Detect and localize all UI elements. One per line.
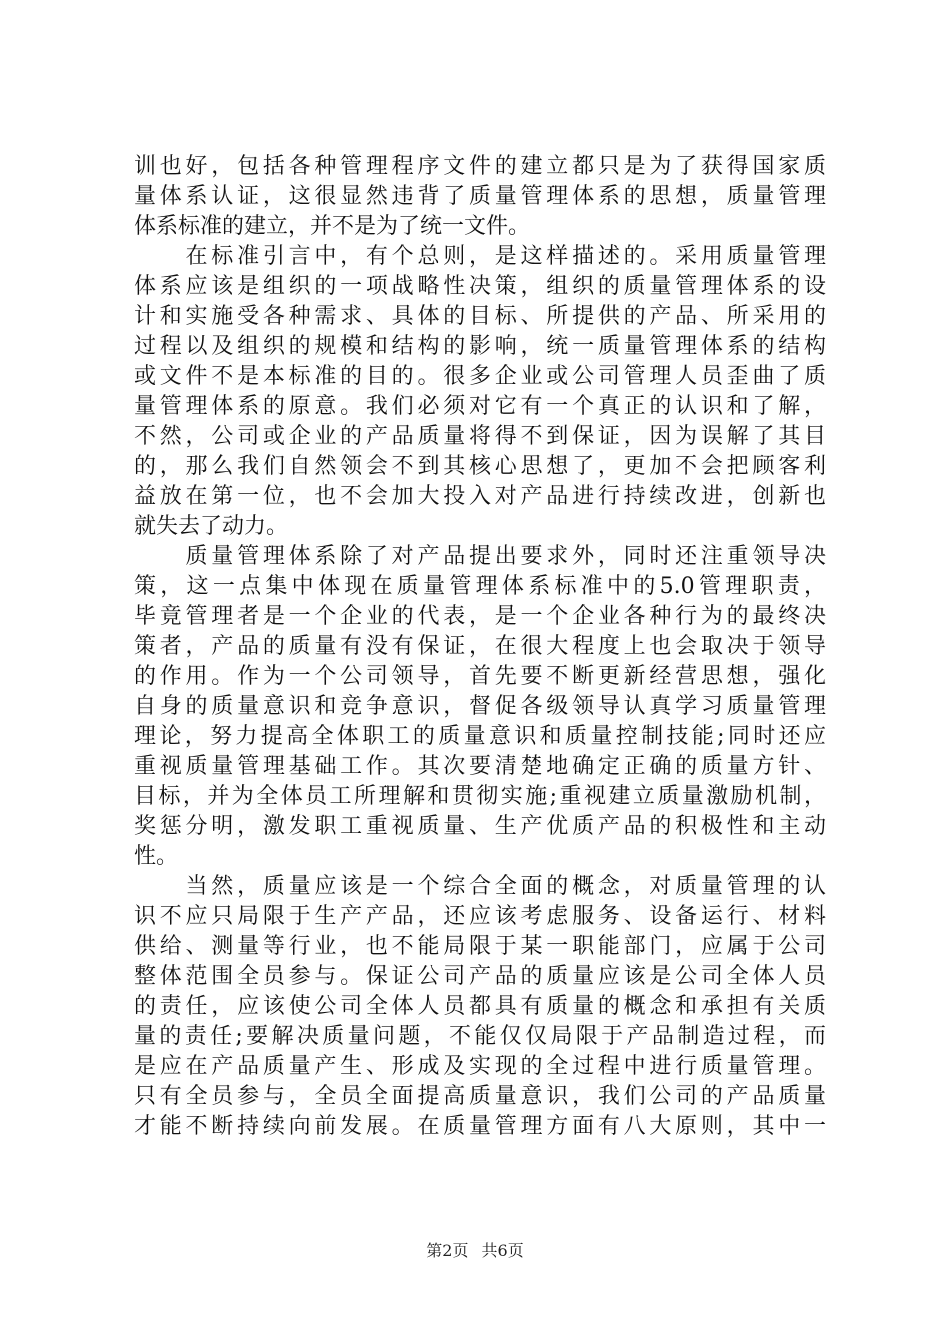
text-line: 供给、测量等行业，也不能局限于某一职能部门，应属于公司: [134, 934, 826, 959]
text-line: 体系应该是组织的一项战略性决策，组织的质量管理体系的设: [134, 274, 826, 299]
text-line: 才能不断持续向前发展。在质量管理方面有八大原则，其中一: [134, 1114, 826, 1139]
text-line: 训也好，包括各种管理程序文件的建立都只是为了获得国家质: [134, 154, 826, 179]
text-line: 益放在第一位，也不会加大投入对产品进行持续改进，创新也: [134, 484, 826, 509]
page-footer: [0, 1240, 950, 1262]
text-line: 量的责任;要解决质量问题，不能仅仅局限于产品制造过程，而: [134, 1024, 826, 1049]
body-text: [134, 152, 826, 1142]
text-line: 整体范围全员参与。保证公司产品的质量应该是公司全体人员: [134, 964, 826, 989]
text-line: 质量管理体系除了对产品提出要求外，同时还注重领导决: [134, 544, 826, 569]
text-line: 是应在产品质量产生、形成及实现的全过程中进行质量管理。: [134, 1054, 826, 1079]
text-line: 的责任，应该使公司全体人员都具有质量的概念和承担有关质: [134, 994, 826, 1019]
text-line: 策者，产品的质量有没有保证，在很大程度上也会取决于领导: [134, 634, 826, 659]
text-line: 理论，努力提高全体职工的质量意识和质量控制技能;同时还应: [134, 724, 826, 749]
text-line: 过程以及组织的规模和结构的影响，统一质量管理体系的结构: [134, 334, 826, 359]
text-line: 的，那么我们自然领会不到其核心思想了，更加不会把顾客利: [134, 454, 826, 479]
text-line: 量管理体系的原意。我们必须对它有一个真正的认识和了解，: [134, 394, 826, 419]
text-line: 的作用。作为一个公司领导，首先要不断更新经营思想，强化: [134, 664, 826, 689]
text-line: 量体系认证，这很显然违背了质量管理体系的思想，质量管理: [134, 184, 826, 209]
text-line: 在标准引言中，有个总则，是这样描述的。采用质量管理: [134, 244, 826, 269]
text-line: 自身的质量意识和竞争意识，督促各级领导认真学习质量管理: [134, 694, 826, 719]
text-line: 目标，并为全体员工所理解和贯彻实施;重视建立质量激励机制，: [134, 784, 826, 809]
text-line: 或文件不是本标准的目的。很多企业或公司管理人员歪曲了质: [134, 364, 826, 389]
text-line: 当然，质量应该是一个综合全面的概念，对质量管理的认: [134, 874, 826, 899]
text-line: 就失去了动力。: [134, 514, 289, 539]
text-line: 计和实施受各种需求、具体的目标、所提供的产品、所采用的: [134, 304, 826, 329]
text-line: 重视质量管理基础工作。其次要清楚地确定正确的质量方针、: [134, 754, 826, 779]
text-line: 体系标准的建立，并不是为了统一文件。: [134, 214, 531, 239]
text-line: 识不应只局限于生产产品，还应该考虑服务、设备运行、材料: [134, 904, 826, 929]
text-line: 不然，公司或企业的产品质量将得不到保证，因为误解了其目: [134, 424, 826, 449]
text-line: 奖惩分明，激发职工重视质量、生产优质产品的积极性和主动: [134, 814, 826, 839]
page-number: 第2页: [426, 1241, 469, 1260]
page-total: 共6页: [481, 1241, 524, 1260]
text-line: 性。: [134, 844, 179, 869]
text-line: 毕竟管理者是一个企业的代表，是一个企业各种行为的最终决: [134, 604, 826, 629]
text-line: 策，这一点集中体现在质量管理体系标准中的5.0管理职责，: [134, 574, 826, 599]
text-line: 只有全员参与，全员全面提高质量意识，我们公司的产品质量: [134, 1084, 826, 1109]
